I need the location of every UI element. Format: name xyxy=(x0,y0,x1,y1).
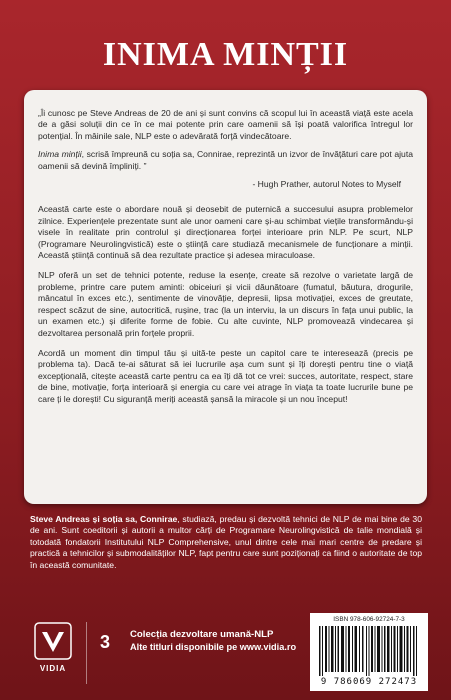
collection-number: 3 xyxy=(100,632,111,652)
quote-paragraph-1: „Îi cunosc pe Steve Andreas de 20 de ani și sunt convins că scopul lui în această viață este acela de a găsi soluții din ce în ce mai potente prin care oamenii să își poată valorifica întregul lor potențial. În mâinile sale, NLP este o adevărată forță vindecătoare. xyxy=(38,108,413,141)
endorsement-quote xyxy=(38,108,413,190)
collection-website-line: Alte titluri disponibile pe www.vidia.ro xyxy=(130,642,297,652)
quote-paragraph-2 xyxy=(38,149,413,172)
author-bio-text: , studiază, predau și dezvoltă tehnici de NLP de mai bine de 30 de ani. Sunt coeditorii și autorii a multor cărți de Programare Neurolingvistică de talie mondială și totodată fondatorii Institutului NLP Comprehensive, unul dintre cele mai mari centre de predare și practică a tehnicilor și submodalităților NLP, fapt pentru care sunt poziționați ca fiind o autoritate de top în această comunitate. xyxy=(30,514,422,570)
vidia-logo-icon xyxy=(34,622,72,660)
body-paragraph-3: Acordă un moment din timpul tău și uită-te peste un capitol care te interesează (precis pe problema ta). Dacă te-ai săturat să iei lucrurile așa cum sunt și îți dorești pentru tine o viață excepțională, citește această carte pentru ca ea îți dă tot ce vrei: succes, autoritate, respect, stare de bine, motivație, forța interioară și energia cu care vei atrage în viața ta toate lucrurile bune pe care ți le dorești! Cu siguranță meriți această șansă la miracole și un nou început! xyxy=(38,347,413,404)
barcode xyxy=(310,613,428,691)
collection-info xyxy=(130,628,300,654)
publisher-logo xyxy=(26,618,80,684)
footer-divider xyxy=(86,622,87,684)
body-paragraph-2: NLP oferă un set de tehnici potente, reduse la esențe, create să rezolve o varietate largă de probleme, printre care putem aminti: obiceiuri și vicii dăunătoare (fumatul, băutura, drogurile, mâncatul în exces etc.), sentimente de vinovăție, depresii, lipsa motivației, exces de greutate, respect scăzut de sine, autocritică, rușine, trac (la un interviu, la un discurs în fața unui public, la un examen etc.) și diferite forme de fobie. Cu alte cuvinte, NLP promovează vindecarea și dezvoltarea personală prin forțele proprii. xyxy=(38,270,413,338)
author-names: Steve Andreas și soția sa, Connirae xyxy=(30,514,178,524)
barcode-bars-icon xyxy=(319,626,419,676)
body-paragraph-1: Această carte este o abordare nouă și deosebit de puternică a succesului asupra problemelor zilnice. Experiențele prezentate sunt ale unor oameni care și-au schimbat viețile transformându-și visele în realitate prin controlul și direcționarea forței interioare prin NLP. Pe scurt, NLP (Programare Neurolingvistică) este o știință care studiază mecanismele de funcționare a minții. Această știință continuă să dea rezultate practice și adesea miraculoase. xyxy=(38,204,413,261)
quote-attribution: - Hugh Prather, autorul Notes to Myself xyxy=(252,179,401,190)
book-title: INIMA MINȚII xyxy=(102,36,349,73)
quote-book-title: Inima minții xyxy=(38,149,82,160)
publisher-name: VIDIA xyxy=(39,664,67,673)
barcode-digits: 9 786069 272473 xyxy=(320,677,418,687)
description-panel xyxy=(24,90,427,504)
author-bio xyxy=(30,514,422,571)
quote-paragraph-2-rest: , scrisă împreună cu soția sa, Connirae, reprezintă un izvor de învățături care pot ajuta oamenii să devină împliniți. ” xyxy=(38,149,413,171)
collection-name: Colecția dezvoltare umană-NLP xyxy=(130,629,274,640)
isbn-label: ISBN 978-606-92724-7-3 xyxy=(333,616,405,623)
